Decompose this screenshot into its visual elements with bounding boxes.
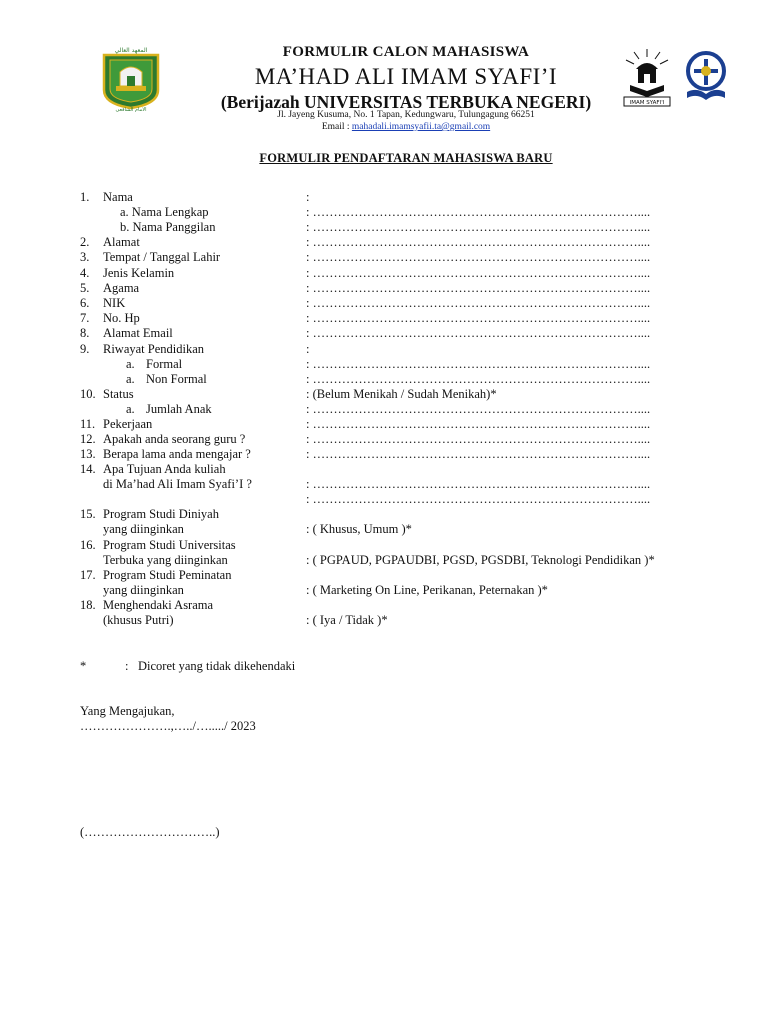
field-row-pekerjaan [80,417,740,432]
field-row-non-formal [80,372,740,387]
email-line [0,122,768,132]
signature-name-line[interactable]: (…………………………..) [80,825,220,839]
field-label: yang diinginkan [103,583,184,597]
field-label: Terbuka yang diinginkan [103,553,228,567]
field-value[interactable]: : …………………………………………………………………….... [306,432,651,446]
field-label: Tempat / Tanggal Lahir [103,250,221,264]
field-row-jumlah-anak [80,402,740,417]
field-row-formal [80,357,740,372]
field-row-prodi-ut [80,538,740,553]
field-number: 3. [80,250,90,264]
field-label-text: Non Formal [146,372,207,386]
field-number: 6. [80,296,90,310]
field-label: Program Studi Diniyah [103,507,219,521]
field-value[interactable]: : …………………………………………………………………….... [306,235,651,249]
field-label: a. Nama Lengkap [120,205,209,219]
field-number: 8. [80,326,90,340]
field-number: 10. [80,387,96,401]
field-row-nama [80,190,740,205]
field-row-riwayat-pendidikan [80,342,740,357]
field-row-status [80,387,740,402]
field-label: (khusus Putri) [103,613,174,627]
field-value[interactable]: : ( PGPAUD, PGPAUDBI, PGSD, PGSDBI, Teknologi Pendidikan )* [306,553,655,567]
field-row-prodi-diniyah [80,507,740,522]
field-row-nama-lengkap [80,205,740,220]
field-label: Jenis Kelamin [103,266,175,280]
field-value[interactable]: : ( Khusus, Umum )* [306,522,412,536]
field-label: Berapa lama anda mengajar ? [103,447,251,461]
field-value[interactable]: : …………………………………………………………………….... [306,402,651,416]
field-value[interactable]: : …………………………………………………………………….... [306,311,651,325]
field-value[interactable]: : …………………………………………………………………….... [306,477,651,491]
field-row-no-hp [80,311,740,326]
field-letter: a. [126,402,135,416]
field-row-prodi-peminatan [80,568,740,583]
field-number: 12. [80,432,96,446]
field-value[interactable]: : (Belum Menikah / Sudah Menikah)* [306,387,497,401]
field-label: Apakah anda seorang guru ? [103,432,246,446]
field-label [126,402,212,417]
field-row-agama [80,281,740,296]
field-number: 5. [80,281,90,295]
field-value[interactable]: : …………………………………………………………………….... [306,220,651,234]
field-row-tujuan-kuliah [80,462,740,477]
field-value: : [306,190,310,204]
field-label-text: Formal [146,357,183,371]
field-label: Alamat Email [103,326,173,340]
email-link[interactable]: mahadali.imamsyafii.ta@gmail.com [351,122,491,132]
field-value[interactable]: : …………………………………………………………………….... [306,296,651,310]
field-label: yang diinginkan [103,522,184,536]
note-text: Dicoret yang tidak dikehendaki [138,659,296,673]
field-label: Nama [103,190,133,204]
field-label: Apa Tujuan Anda kuliah [103,462,226,476]
field-label [126,357,182,372]
svg-text:ﺍﻻﻣﺎﻡ ﺍﻟﺸﺎﻓﻌﻲ: ﺍﻻﻣﺎﻡ ﺍﻟﺸﺎﻓﻌﻲ [115,107,147,112]
signature-label: Yang Mengajukan, [80,704,175,718]
field-number: 4. [80,266,90,280]
field-number: 13. [80,447,96,461]
field-value[interactable]: : ( Marketing On Line, Perikanan, Peternakan )* [306,583,548,597]
note-colon: : [125,659,129,673]
field-value[interactable]: : …………………………………………………………………….... [306,417,651,431]
field-number: 15. [80,507,96,521]
field-label: Riwayat Pendidikan [103,342,205,356]
field-value[interactable]: : ( Iya / Tidak )* [306,613,388,627]
field-row-prodi-peminatan-2 [80,583,740,598]
field-label [126,372,207,387]
field-number: 11. [80,417,96,431]
field-label: Program Studi Universitas [103,538,236,552]
field-number: 16. [80,538,96,552]
field-row-asrama-2 [80,613,740,628]
field-label: di Ma’had Ali Imam Syafi’I ? [103,477,252,491]
field-label: Status [103,387,134,401]
field-letter: a. [126,357,135,371]
field-label: Program Studi Peminatan [103,568,232,582]
field-row-tujuan-kuliah-3 [80,492,740,507]
signature-date-line[interactable]: ………………….,…../…...../ 2023 [80,719,256,733]
field-label: Pekerjaan [103,417,153,431]
institution-name: MA’HAD ALI IMAM SYAFI’I [254,64,558,89]
field-label: Alamat [103,235,140,249]
field-number: 17. [80,568,96,582]
field-row-lama-mengajar [80,447,740,462]
field-value[interactable]: : …………………………………………………………………….... [306,326,651,340]
field-row-nama-panggilan [80,220,740,235]
svg-text:ﺍﻟﻤﻌﻬﺪ ﺍﻟﻌﺎﻟﻲ: ﺍﻟﻤﻌﻬﺪ ﺍﻟﻌﺎﻟﻲ [114,47,148,54]
field-row-alamat-email [80,326,740,341]
field-value[interactable]: : …………………………………………………………………….... [306,281,651,295]
field-label: No. Hp [103,311,140,325]
field-value[interactable]: : …………………………………………………………………….... [306,492,651,506]
field-value[interactable]: : …………………………………………………………………….... [306,447,651,461]
field-number: 14. [80,462,96,476]
field-row-prodi-ut-2 [80,553,740,568]
field-row-alamat [80,235,740,250]
field-row-jenis-kelamin [80,266,740,281]
field-row-guru [80,432,740,447]
address-line: Jl. Jayeng Kusuma, No. 1 Tapan, Kedungwaru, Tulungagung 66251 [277,110,535,120]
form-label-heading: FORMULIR CALON MAHASISWA [282,44,530,60]
field-label: b. Nama Panggilan [120,220,216,234]
field-row-ttl [80,250,740,265]
field-row-prodi-diniyah-2 [80,522,740,537]
field-number: 18. [80,598,96,612]
field-row-tujuan-kuliah-2 [80,477,740,492]
form-title: FORMULIR PENDAFTARAN MAHASISWA BARU [259,151,553,165]
field-label-text: Jumlah Anak [146,402,212,416]
field-row-asrama [80,598,740,613]
field-value[interactable]: : …………………………………………………………………….... [306,266,651,280]
field-value: : [306,342,310,356]
accreditation-line: (Berijazah UNIVERSITAS TERBUKA NEGERI) [220,92,592,112]
field-value[interactable]: : …………………………………………………………………….... [306,372,651,386]
field-value[interactable]: : …………………………………………………………………….... [306,205,651,219]
logo-caption: IMAM SYAFI'I [629,100,665,106]
field-label: Menghendaki Asrama [103,598,214,612]
field-label: NIK [103,296,126,310]
email-label: Email : [321,122,352,132]
field-value[interactable]: : …………………………………………………………………….... [306,357,651,371]
field-letter: a. [126,372,135,386]
field-row-nik [80,296,740,311]
field-number: 9. [80,342,90,356]
field-label: Agama [103,281,140,295]
field-number: 2. [80,235,90,249]
field-number: 7. [80,311,90,325]
field-value[interactable]: : …………………………………………………………………….... [306,250,651,264]
note-marker: * [80,659,87,673]
field-number: 1. [80,190,90,204]
